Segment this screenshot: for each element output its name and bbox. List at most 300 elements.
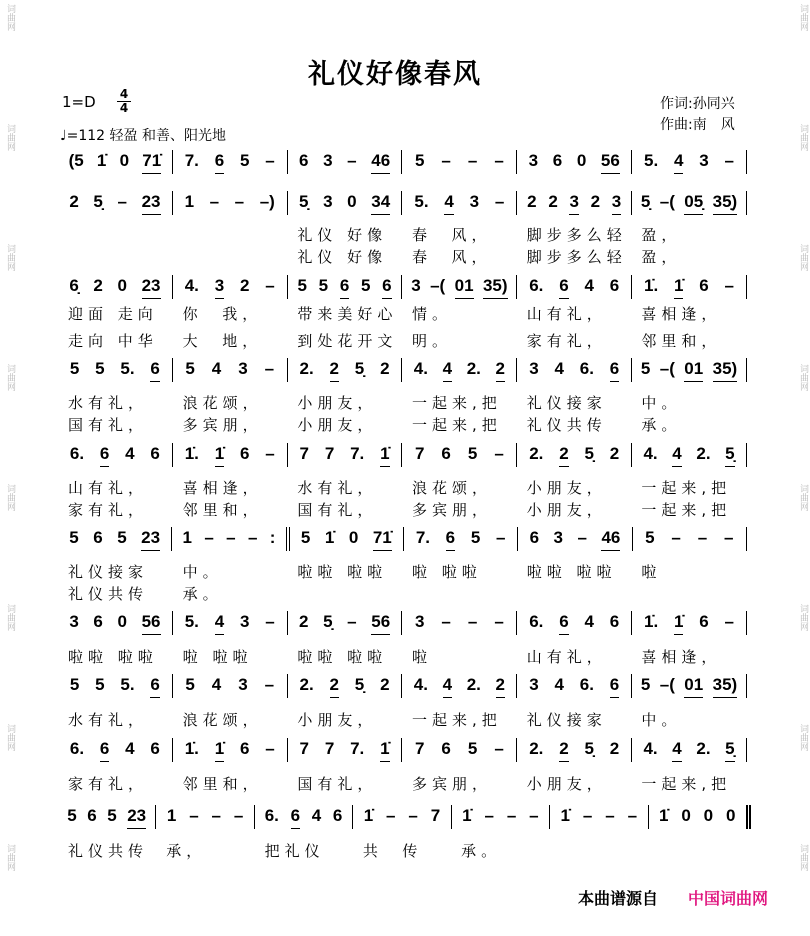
- note: 5: [300, 528, 311, 547]
- note: 4: [584, 612, 594, 631]
- measure: [631, 275, 746, 299]
- lyric-segment: 把礼仪: [264, 842, 325, 860]
- measure: [155, 805, 253, 829]
- key-signature: 1=D: [62, 93, 96, 111]
- lyric-segment: 浪花颂，: [182, 394, 263, 412]
- note: 3: [323, 151, 333, 170]
- note: 1̇: [380, 444, 389, 467]
- note: 0: [726, 806, 736, 825]
- lyric-segment: 迎面 走向: [68, 305, 158, 323]
- note: –: [484, 806, 494, 825]
- lyric-segment: [58, 224, 173, 245]
- lyric-segment: 小朋友，: [526, 775, 607, 793]
- lyric-segment: 共 传: [362, 842, 423, 860]
- note: 5: [95, 675, 105, 694]
- note: –: [408, 806, 418, 825]
- lyric-segment: 啦: [641, 563, 662, 581]
- note: 4: [672, 739, 681, 762]
- lyric-segment: 承。: [461, 842, 502, 860]
- source-site-link[interactable]: 中国词曲网: [688, 889, 769, 908]
- lyric-segment: 啦啦 啦啦: [297, 563, 388, 581]
- measure: [516, 611, 631, 635]
- note: 2: [380, 359, 390, 378]
- lyric-segment: 到处花开文: [297, 332, 398, 350]
- lyric-segment: 脚步多么轻: [526, 226, 627, 244]
- watermark: 词曲网: [798, 4, 808, 31]
- measure: [401, 674, 516, 698]
- lyric-segment: 水有礼，: [297, 479, 378, 497]
- note: 6: [93, 612, 103, 631]
- staff-row: [58, 443, 747, 467]
- note: 5.: [120, 359, 135, 378]
- note: –: [671, 528, 681, 547]
- note: 2: [590, 192, 601, 211]
- measure: [401, 150, 516, 174]
- note: 2: [559, 444, 568, 467]
- note: 01: [684, 359, 703, 382]
- note: 6.: [579, 359, 594, 378]
- lyric-segment: 盈，: [641, 226, 682, 244]
- lyric-segment: 礼仪接家: [526, 711, 607, 729]
- lyric-segment: 盈，: [641, 248, 682, 266]
- lyric-segment: 明。: [412, 332, 453, 350]
- lyric-segment: 礼仪共传: [526, 416, 607, 434]
- staff-row: [58, 527, 747, 551]
- note: 71̇: [373, 528, 392, 551]
- lyric-segment: 承。: [641, 416, 682, 434]
- lyric-line: [58, 499, 746, 520]
- note: 6: [529, 528, 540, 547]
- lyric-line: [58, 583, 746, 604]
- staff-row: [58, 275, 747, 299]
- note: 4: [211, 359, 222, 378]
- measure: [58, 150, 172, 174]
- lyric-segment: 小朋友，: [526, 501, 607, 519]
- lyric-line: [58, 303, 746, 324]
- lyric-line: [58, 414, 746, 435]
- measure: [403, 527, 517, 551]
- watermark: 词曲网: [5, 724, 15, 751]
- note: –: [724, 276, 735, 295]
- note: 7: [324, 739, 335, 758]
- note: –: [494, 612, 504, 631]
- staff-row: [58, 611, 747, 635]
- note: –(: [430, 276, 446, 295]
- note: 4.: [184, 276, 199, 295]
- measure: [352, 805, 450, 829]
- note: 5.: [120, 675, 135, 694]
- note: 0: [703, 806, 714, 825]
- note: 5: [467, 739, 478, 758]
- measure: [631, 443, 746, 467]
- measure: [631, 150, 746, 174]
- lyric-segment: 山有礼，: [526, 305, 607, 323]
- note: 5̣: [725, 739, 734, 762]
- lyric-segment: 浪花颂，: [182, 711, 263, 729]
- note: 4: [215, 612, 224, 635]
- measure: [172, 738, 287, 762]
- note: 1: [166, 806, 177, 825]
- note: 5.: [414, 192, 429, 211]
- note: –: [265, 444, 275, 463]
- note: 4: [554, 359, 564, 378]
- measure: [401, 611, 516, 635]
- lyric-line: [58, 773, 746, 794]
- note: –: [494, 739, 504, 758]
- note: 35): [713, 675, 738, 698]
- lyric-segment: 一起来,把: [641, 775, 732, 793]
- note: 4.: [413, 359, 428, 378]
- note: 5: [117, 528, 127, 547]
- time-signature-bottom: 4: [119, 101, 129, 115]
- measure: [58, 275, 172, 299]
- note: 7: [299, 444, 310, 463]
- measure: [516, 150, 631, 174]
- note: 6: [609, 276, 620, 295]
- note: 5: [95, 359, 105, 378]
- note: 46: [601, 528, 620, 551]
- lyric-segment: 邻里和，: [182, 501, 263, 519]
- note: 0: [348, 528, 359, 547]
- note: 5̣: [584, 739, 594, 758]
- watermark: 词曲网: [5, 484, 15, 511]
- lyric-segment: 多宾朋，: [412, 775, 493, 793]
- note: 4: [444, 192, 453, 215]
- note: 5̣: [93, 192, 103, 211]
- note: 1̇: [215, 444, 224, 467]
- note: 5: [467, 444, 478, 463]
- lyric-segment: [58, 246, 173, 267]
- note: –: [724, 528, 734, 547]
- note: 0: [117, 276, 127, 295]
- note: 4: [211, 675, 222, 694]
- measure: [287, 191, 402, 215]
- note: –: [386, 806, 396, 825]
- lyric-segment: [402, 583, 517, 604]
- source-label: 本曲谱源自: [578, 889, 659, 908]
- note: –: [529, 806, 539, 825]
- note: 46: [371, 151, 390, 174]
- lyric-segment: [648, 840, 746, 861]
- watermark: 词曲网: [5, 4, 15, 31]
- lyric-segment: 喜相逢，: [641, 305, 722, 323]
- note: 1̇: [462, 806, 472, 825]
- lyric-segment: 啦啦 啦啦: [68, 648, 158, 666]
- note: 5̣: [298, 192, 309, 211]
- note: 4: [674, 151, 683, 174]
- lyric-segment: 带来美好心: [297, 305, 398, 323]
- measure: [58, 674, 172, 698]
- measure: [58, 805, 155, 829]
- note: 4.: [413, 675, 428, 694]
- lyric-segment: 啦啦 啦啦: [297, 648, 388, 666]
- lyric-segment: 啦 啦啦: [182, 648, 253, 666]
- note: 1̇.: [184, 444, 199, 463]
- time-signature-top: 4: [117, 88, 131, 102]
- note: 0: [576, 151, 587, 170]
- measure: [58, 611, 172, 635]
- note: 2: [548, 192, 558, 211]
- note: 6: [100, 739, 109, 762]
- lyric-segment: 山有礼，: [68, 479, 149, 497]
- watermark: 词曲网: [5, 604, 15, 631]
- note: –(: [659, 675, 675, 694]
- note: 6: [610, 359, 619, 382]
- note: 2: [330, 675, 339, 698]
- note: 2.: [466, 675, 481, 694]
- note: 6: [239, 739, 250, 758]
- measure: [401, 191, 516, 215]
- note: 6: [446, 528, 455, 551]
- note: 4: [554, 675, 564, 694]
- note: 1̇: [363, 806, 374, 825]
- note: 6: [93, 528, 103, 547]
- measure: [287, 674, 402, 698]
- staff-row: [58, 805, 751, 829]
- note: 5: [239, 151, 250, 170]
- note: –: [264, 359, 275, 378]
- note: 6: [298, 151, 309, 170]
- measure: [631, 611, 746, 635]
- note: 1̇: [380, 739, 389, 762]
- note: –: [467, 612, 478, 631]
- watermark: 词曲网: [798, 244, 808, 271]
- note: 5: [69, 528, 79, 547]
- note: 3: [553, 528, 563, 547]
- note: 6: [291, 806, 300, 829]
- note: –: [494, 151, 504, 170]
- measure: [516, 443, 631, 467]
- note: 5: [69, 359, 80, 378]
- measure: [172, 443, 287, 467]
- note: 4.: [643, 444, 658, 463]
- note: 35̣): [713, 192, 738, 215]
- lyric-line: [58, 246, 746, 267]
- note: 4: [125, 739, 135, 758]
- note: 4: [125, 444, 135, 463]
- lyric-segment: 春 风，: [412, 226, 492, 244]
- watermark: 词曲网: [798, 844, 808, 871]
- note: –(: [659, 192, 675, 211]
- measure: [516, 738, 631, 762]
- lyric-segment: 一起来,把: [641, 479, 732, 497]
- note: 6: [441, 444, 451, 463]
- note: 6.: [529, 276, 544, 295]
- lyric-segment: 一起来,把: [412, 416, 502, 434]
- lyric-line: [58, 477, 746, 498]
- note: 35): [483, 276, 508, 299]
- watermark: 词曲网: [5, 244, 15, 271]
- note: 3: [529, 675, 539, 694]
- note: 6: [552, 151, 563, 170]
- note: –: [233, 806, 244, 825]
- note: 7.: [184, 151, 199, 170]
- note: 1̇.: [184, 739, 199, 758]
- lyric-segment: [631, 583, 746, 604]
- note: 2.: [696, 739, 711, 758]
- note: –: [577, 528, 587, 547]
- note: –(: [659, 359, 675, 378]
- note: 34: [371, 192, 390, 215]
- note: 6: [610, 675, 619, 698]
- note: 5: [318, 276, 329, 295]
- lyric-segment: 一起来,把: [641, 501, 732, 519]
- measure: [172, 150, 287, 174]
- note: 56: [371, 612, 390, 635]
- note: 6: [609, 612, 620, 631]
- note: 1̇.: [644, 276, 659, 295]
- note: 3: [414, 612, 425, 631]
- note: 5: [360, 276, 371, 295]
- lyric-segment: 走向 中华: [68, 332, 158, 350]
- lyric-segment: [517, 583, 632, 604]
- note: 2.: [466, 359, 481, 378]
- note: 71̇: [142, 151, 161, 174]
- note: 01: [455, 276, 474, 299]
- note: –: [347, 151, 357, 170]
- note: –: [494, 444, 504, 463]
- note: 5: [640, 359, 651, 378]
- note: 1̇: [674, 612, 683, 635]
- note: 6.: [69, 444, 85, 463]
- note: 6.: [69, 739, 85, 758]
- note: 2: [93, 276, 103, 295]
- lyric-segment: 家有礼，: [526, 332, 607, 350]
- note: 4.: [643, 739, 658, 758]
- note: –: [494, 192, 505, 211]
- measure: [401, 443, 516, 467]
- watermark: 词曲网: [798, 604, 808, 631]
- note: –: [506, 806, 517, 825]
- note: 4: [443, 675, 452, 698]
- note: 3: [411, 276, 421, 295]
- note: 6: [559, 612, 568, 635]
- note: 1̇: [96, 151, 107, 170]
- lyric-segment: [173, 224, 288, 245]
- lyric-segment: 小朋友，: [297, 394, 378, 412]
- measure: [172, 674, 287, 698]
- note: 0: [681, 806, 691, 825]
- measure: [287, 738, 402, 762]
- note: –: [495, 528, 506, 547]
- note: :: [269, 528, 276, 547]
- note: 6: [150, 739, 160, 758]
- note: 0: [117, 612, 127, 631]
- note: 4: [311, 806, 322, 825]
- note: 23: [142, 192, 161, 215]
- lyric-segment: 家有礼，: [68, 501, 149, 519]
- note: 6: [441, 739, 451, 758]
- note: –: [209, 192, 220, 211]
- measure: [58, 191, 172, 215]
- note: 6.: [264, 806, 279, 825]
- measure: [517, 527, 631, 551]
- lyric-line: [58, 330, 746, 351]
- note: 6: [239, 444, 250, 463]
- note: 6: [699, 612, 709, 631]
- lyric-segment: 一起来,把: [412, 711, 502, 729]
- lyric-segment: 礼仪共传: [68, 842, 149, 860]
- measure: [632, 527, 746, 551]
- note: 6: [150, 675, 159, 698]
- note: 6: [382, 276, 391, 299]
- lyric-segment: 喜相逢，: [641, 648, 722, 666]
- note: –: [467, 151, 478, 170]
- lyric-segment: 一起来,把: [412, 394, 502, 412]
- measure: [401, 738, 516, 762]
- lyric-segment: 邻里和，: [182, 775, 263, 793]
- note: 2.: [299, 359, 314, 378]
- note: 7: [299, 739, 310, 758]
- note: 5̣: [323, 612, 333, 631]
- lyric-line: [58, 561, 746, 582]
- measure: [254, 805, 352, 829]
- note: 2.: [696, 444, 711, 463]
- measure: [58, 358, 172, 382]
- note: –: [265, 739, 275, 758]
- watermark: 词曲网: [798, 724, 808, 751]
- measure: [401, 358, 516, 382]
- note: 7: [430, 806, 441, 825]
- measure: [516, 674, 631, 698]
- lyric-segment: 多宾朋，: [182, 416, 263, 434]
- note: 3: [569, 192, 578, 215]
- lyric-segment: 礼仪接家: [526, 394, 607, 412]
- lyric-segment: 国有礼，: [297, 775, 378, 793]
- note: 05̣: [684, 192, 703, 215]
- note: 1̇: [215, 739, 224, 762]
- note: 5̣: [354, 359, 365, 378]
- lyric-line: [58, 646, 746, 667]
- note: 1: [184, 192, 195, 211]
- note: 5: [185, 359, 195, 378]
- measure: [631, 358, 746, 382]
- note: 5̣: [354, 675, 365, 694]
- note: 6: [332, 806, 343, 825]
- note: 2.: [529, 444, 544, 463]
- staff-row: [58, 358, 747, 382]
- measure: [631, 191, 746, 215]
- lyric-segment: 大 地，: [182, 332, 263, 350]
- measure: [172, 358, 287, 382]
- note: 3: [215, 276, 224, 299]
- lyric-segment: 脚步多么轻: [526, 248, 627, 266]
- staff-row: [58, 738, 747, 762]
- measure: [549, 805, 647, 829]
- note: 1̇.: [644, 612, 659, 631]
- measure: [58, 443, 172, 467]
- lyric-segment: 中。: [641, 394, 682, 412]
- measure: [401, 275, 516, 299]
- note: 3: [528, 151, 539, 170]
- note: 6.: [579, 675, 594, 694]
- note: 7: [414, 739, 425, 758]
- measure: [172, 611, 287, 635]
- lyric-segment: 啦啦 啦啦: [526, 563, 617, 581]
- lyric-segment: [173, 246, 288, 267]
- note: 3: [239, 612, 250, 631]
- note: 6̣: [69, 276, 79, 295]
- note: –: [234, 192, 245, 211]
- note: –: [265, 612, 275, 631]
- note: 01: [684, 675, 703, 698]
- note: –: [582, 806, 593, 825]
- lyric-line: [58, 392, 746, 413]
- lyric-segment: 中。: [641, 711, 682, 729]
- lyric-segment: 情。: [412, 305, 453, 323]
- measure: [516, 191, 631, 215]
- note: –: [264, 675, 275, 694]
